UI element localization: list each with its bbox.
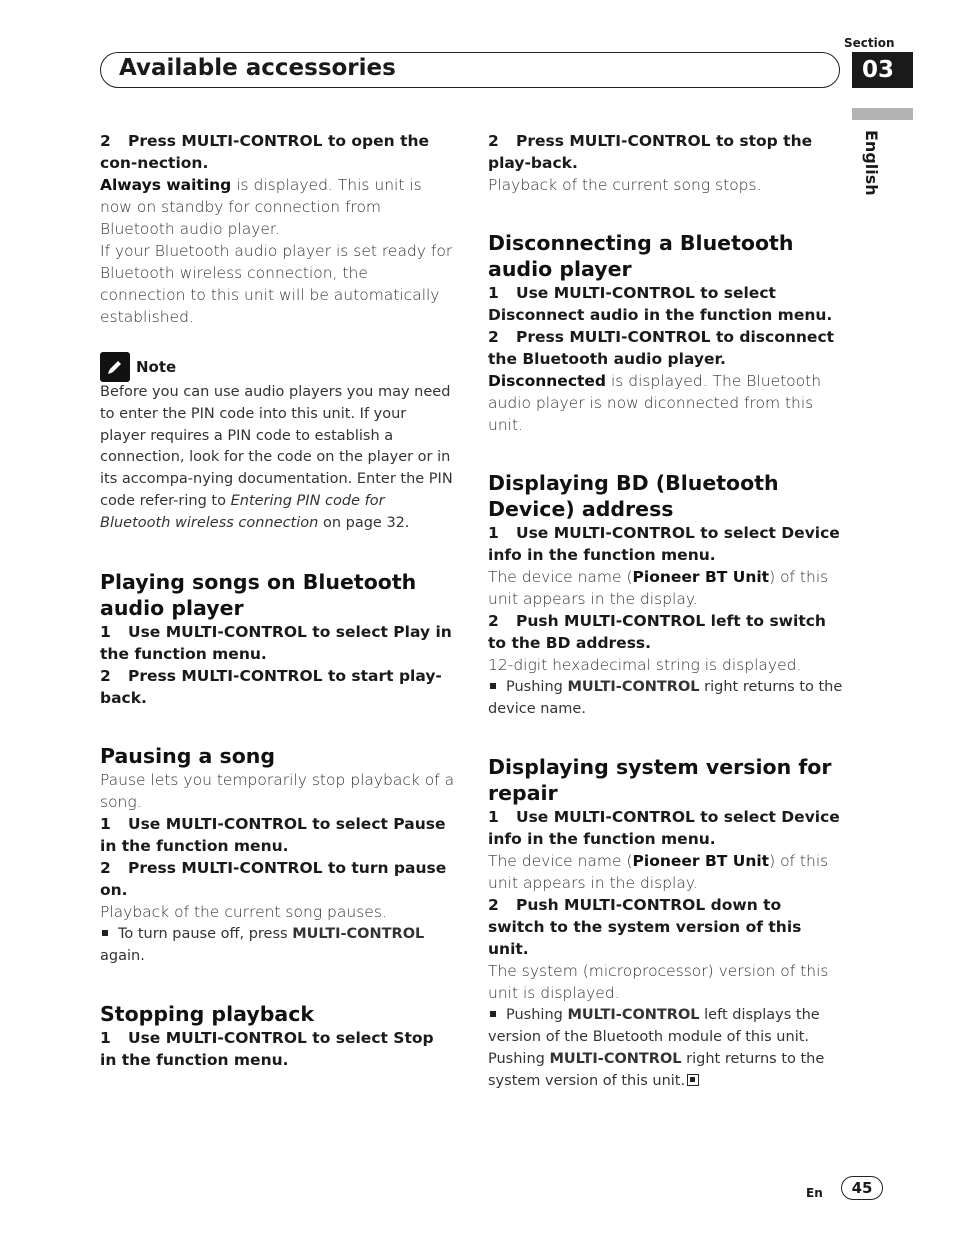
end-of-section-icon bbox=[687, 1074, 699, 1086]
section-heading: Stopping playback bbox=[100, 1001, 314, 1026]
step: 2 Press MULTI-CONTROL to stop the play-back. bbox=[488, 132, 813, 172]
paragraph: The device name (Pioneer BT Unit) of this unit appears in the display. bbox=[488, 852, 829, 892]
step: 2 Push MULTI-CONTROL down to switch to the system version of this unit. bbox=[488, 896, 802, 958]
header-title-box bbox=[100, 52, 840, 88]
section-heading: Pausing a song bbox=[100, 743, 276, 768]
paragraph: Playback of the current song stops. bbox=[488, 176, 762, 194]
section-heading: Disconnecting a Bluetooth audio player bbox=[488, 231, 794, 281]
section-number: 03 bbox=[852, 52, 913, 88]
paragraph: 12-digit hexadecimal string is displayed. bbox=[488, 656, 802, 674]
pencil-note-icon bbox=[100, 352, 130, 382]
section-heading: Displaying BD (Bluetooth Device) address bbox=[488, 471, 779, 521]
step: 1 Use MULTI-CONTROL to select Stop in the function menu. bbox=[100, 1028, 434, 1069]
right-column bbox=[488, 130, 843, 1092]
paragraph: Disconnected is displayed. The Bluetooth audio player is now diconnected from this unit. bbox=[488, 372, 822, 434]
note-heading bbox=[100, 352, 455, 382]
paragraph: If your Bluetooth audio player is set ready for Bluetooth wireless connection, the connection to this unit will be automatically established. bbox=[100, 242, 453, 326]
step: 1 Use MULTI-CONTROL to select Device info in the function menu. bbox=[488, 808, 840, 848]
bullet-square-icon bbox=[490, 683, 496, 689]
page-title: Available accessories bbox=[119, 55, 396, 81]
bullet-continuation: Pushing MULTI-CONTROL right returns to the system version of this unit. bbox=[488, 1051, 825, 1089]
step: 2 Press MULTI-CONTROL to start play-back. bbox=[100, 666, 442, 707]
note-label: Note bbox=[136, 358, 177, 376]
step: 2 Press MULTI-CONTROL to turn pause on. bbox=[100, 858, 447, 899]
paragraph: Playback of the current song pauses. bbox=[100, 902, 387, 921]
step: 2 Push MULTI-CONTROL left to switch to the BD address. bbox=[488, 612, 826, 652]
step: 1 Use MULTI-CONTROL to select Disconnect audio in the function menu. bbox=[488, 284, 833, 324]
page-number: 45 bbox=[841, 1176, 883, 1200]
bullet-item: Pushing MULTI-CONTROL left displays the version of the Bluetooth module of this unit. bbox=[488, 1007, 820, 1045]
bullet-item: To turn pause off, press MULTI-CONTROL again. bbox=[100, 925, 425, 964]
paragraph: Always waiting is displayed. This unit is now on standby for connection from Bluetooth audio player. bbox=[100, 176, 422, 238]
step: 2 Press MULTI-CONTROL to open the con-nection. bbox=[100, 132, 430, 172]
section-label: Section bbox=[844, 36, 895, 50]
paragraph: Pause lets you temporarily stop playback of a song. bbox=[100, 770, 455, 811]
bullet-square-icon bbox=[102, 930, 108, 936]
footer-language: En bbox=[806, 1186, 823, 1200]
step: 1 Use MULTI-CONTROL to select Pause in the function menu. bbox=[100, 814, 446, 855]
bullet-item: Pushing MULTI-CONTROL right returns to the device name. bbox=[488, 679, 843, 717]
section-heading: Displaying system version for repair bbox=[488, 755, 832, 805]
left-column bbox=[100, 130, 455, 1071]
step: 2 Press MULTI-CONTROL to disconnect the Bluetooth audio player. bbox=[488, 328, 835, 368]
language-tab: English bbox=[862, 130, 881, 196]
section-heading: Playing songs on Bluetooth audio player bbox=[100, 569, 417, 620]
paragraph: The system (microprocessor) version of this unit is displayed. bbox=[488, 962, 829, 1002]
step: 1 Use MULTI-CONTROL to select Play in the function menu. bbox=[100, 622, 452, 663]
bullet-square-icon bbox=[490, 1011, 496, 1017]
paragraph: The device name (Pioneer BT Unit) of this unit appears in the display. bbox=[488, 568, 829, 608]
section-tab-bar bbox=[852, 108, 913, 120]
step: 1 Use MULTI-CONTROL to select Device info in the function menu. bbox=[488, 524, 840, 564]
note-text: Before you can use audio players you may need to enter the PIN code into this unit. If your player requires a PIN code to establish a connection, look for the code on the player or in its accompa-nying documentation. Enter the PIN code refer-ring to Entering PIN code for Bluetooth wireless connection on page 32. bbox=[100, 384, 453, 531]
